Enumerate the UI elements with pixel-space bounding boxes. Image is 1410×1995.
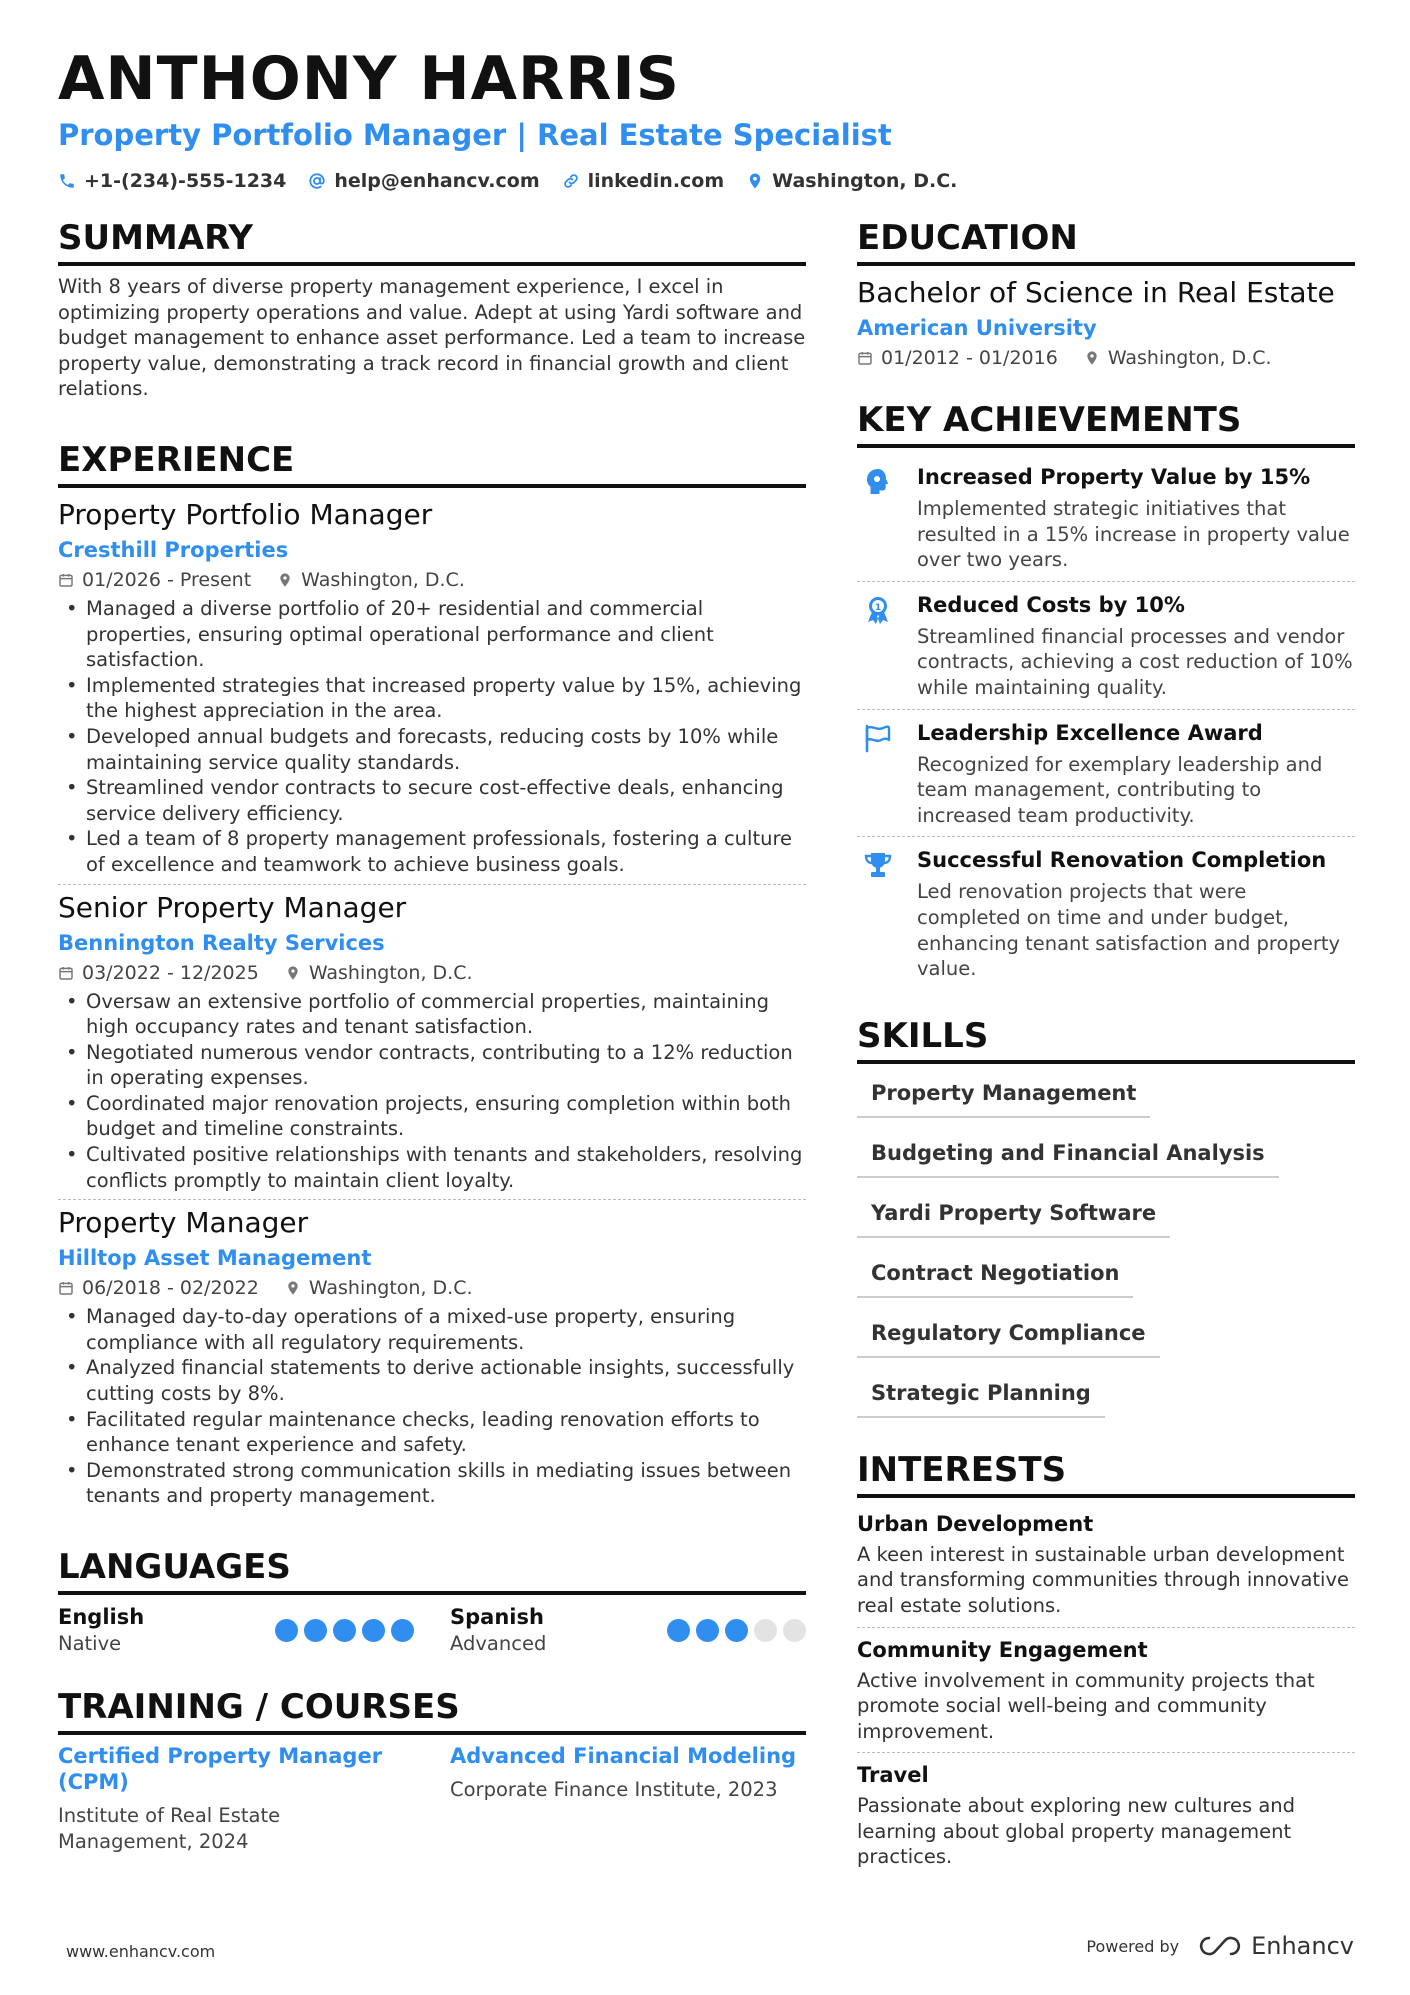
language-item xyxy=(450,1603,806,1657)
flag-icon xyxy=(857,718,899,829)
email-text: help@enhancv.com xyxy=(334,170,540,192)
job-dates: 01/2026 - Present xyxy=(58,566,251,594)
rating-dot-filled xyxy=(667,1619,690,1642)
head-icon xyxy=(857,462,899,573)
bullet-item: • Demonstrated strong communication skills in mediating issues between tenants and property management. xyxy=(58,1458,806,1509)
education-dates: 01/2012 - 01/2016 xyxy=(857,344,1058,372)
bullet-item: • Analyzed financial statements to derive actionable insights, successfully cutting costs by 8%. xyxy=(58,1355,806,1406)
interest-item xyxy=(857,1752,1355,1878)
skill-tag: Budgeting and Financial Analysis xyxy=(857,1132,1279,1178)
course-list xyxy=(58,1743,806,1855)
achievement-item xyxy=(857,456,1355,581)
svg-text:1: 1 xyxy=(874,602,882,613)
bullet-item: • Facilitated regular maintenance checks, leading renovation efforts to enhance tenant experience and safety. xyxy=(58,1407,806,1458)
enhancv-logo-icon xyxy=(1197,1934,1243,1958)
experience-section xyxy=(58,438,806,1515)
section-title-achievements: KEY ACHIEVEMENTS xyxy=(857,398,1355,448)
interest-title: Travel xyxy=(857,1763,929,1788)
achievement-item xyxy=(857,709,1355,837)
job-location: Washington, D.C. xyxy=(285,1274,473,1302)
job-company: Cresthill Properties xyxy=(58,537,289,562)
summary-text: With 8 years of diverse property management experience, I excel in optimizing property operations and value. Adept at using Yardi software and budget management to enhance asset performance. Led a team to increase property value, demonstrating a track record in financial growth and client relations. xyxy=(58,275,806,401)
bullet-item: • Led a team of 8 property management professionals, fostering a culture of excellence and teamwork to achieve business goals. xyxy=(58,826,806,877)
contact-email[interactable] xyxy=(308,170,539,192)
interest-item xyxy=(857,1506,1355,1627)
section-title-education: EDUCATION xyxy=(857,216,1355,266)
calendar-icon xyxy=(58,1280,74,1296)
brand-name: Enhancv xyxy=(1251,1932,1354,1960)
job-bullets xyxy=(58,596,806,878)
calendar-icon xyxy=(857,350,873,366)
achievement-title: Successful Renovation Completion xyxy=(917,848,1327,873)
trophy-icon xyxy=(857,845,899,981)
school-name: American University xyxy=(857,316,1097,340)
bullet-item: • Developed annual budgets and forecasts, reducing costs by 10% while maintaining service quality standards. xyxy=(58,724,806,775)
job-role: Senior Property Manager xyxy=(58,890,407,924)
interest-desc: A keen interest in sustainable urban development and transforming communities through innovative real estate solutions. xyxy=(857,1542,1350,1617)
course-org: Institute of Real Estate Management, 2024 xyxy=(58,1804,281,1853)
interest-desc: Active involvement in community projects that promote social well-being and community improvement. xyxy=(857,1668,1315,1743)
skill-list xyxy=(857,1072,1355,1418)
language-level: Advanced xyxy=(450,1632,547,1655)
skill-tag: Property Management xyxy=(857,1072,1150,1118)
interest-title: Community Engagement xyxy=(857,1637,1148,1662)
skills-section xyxy=(857,1014,1355,1418)
calendar-icon xyxy=(58,965,74,981)
skill-tag: Yardi Property Software xyxy=(857,1192,1170,1238)
job-location: Washington, D.C. xyxy=(277,566,465,594)
bullet-item: • Managed a diverse portfolio of 20+ residential and commercial properties, ensuring optimal operational performance and client satisfaction. xyxy=(58,596,806,673)
job-meta xyxy=(58,1274,806,1302)
calendar-icon xyxy=(58,572,74,588)
candidate-name: ANTHONY HARRIS xyxy=(58,44,680,114)
section-title-training: TRAINING / COURSES xyxy=(58,1685,806,1735)
course-org: Corporate Finance Institute, 2023 xyxy=(450,1778,778,1801)
bullet-item: • Managed day-to-day operations of a mixed-use property, ensuring compliance with all regulatory requirements. xyxy=(58,1304,806,1355)
interest-item xyxy=(857,1627,1355,1753)
summary-section xyxy=(58,216,806,402)
achievement-desc: Led renovation projects that were completed on time and under budget, enhancing tenant satisfaction and property value. xyxy=(917,880,1341,981)
rating-dot-filled xyxy=(304,1619,327,1642)
rating-dot-filled xyxy=(275,1619,298,1642)
section-title-languages: LANGUAGES xyxy=(58,1545,806,1595)
phone-text: +1-(234)-555-1234 xyxy=(84,170,287,192)
interests-section xyxy=(857,1448,1355,1878)
job-entry xyxy=(58,496,806,884)
job-dates: 03/2022 - 12/2025 xyxy=(58,959,259,987)
enhancv-logo[interactable] xyxy=(1197,1932,1354,1960)
job-entry xyxy=(58,884,806,1200)
footer-branding xyxy=(1086,1932,1354,1960)
interest-title: Urban Development xyxy=(857,1511,1094,1536)
medal-icon xyxy=(857,590,899,701)
language-name: Spanish xyxy=(450,1605,544,1629)
contact-phone[interactable] xyxy=(58,170,286,192)
skill-tag: Regulatory Compliance xyxy=(857,1312,1160,1358)
at-icon xyxy=(308,172,326,190)
achievement-item xyxy=(857,836,1355,989)
bullet-item: • Implemented strategies that increased property value by 15%, achieving the highest appreciation in the area. xyxy=(58,673,806,724)
course-title: Certified Property Manager (CPM) xyxy=(58,1744,383,1794)
phone-icon xyxy=(58,172,76,190)
left-column xyxy=(58,216,806,1855)
footer-website[interactable]: www.enhancv.com xyxy=(66,1942,216,1961)
linkedin-text: linkedin.com xyxy=(587,170,725,192)
job-bullets xyxy=(58,1304,806,1509)
location-pin-icon xyxy=(285,1280,301,1296)
language-name: English xyxy=(58,1605,145,1629)
location-pin-icon xyxy=(1084,350,1100,366)
location-text: Washington, D.C. xyxy=(772,170,958,192)
right-column xyxy=(857,216,1355,1878)
achievement-title: Leadership Excellence Award xyxy=(917,720,1263,745)
bullet-item: • Coordinated major renovation projects, ensuring completion within both budget and timeline constraints. xyxy=(58,1091,806,1142)
section-title-summary: SUMMARY xyxy=(58,216,806,266)
achievement-desc: Streamlined financial processes and vendor contracts, achieving a cost reduction of 10% while maintaining quality. xyxy=(917,624,1353,699)
training-section xyxy=(58,1685,806,1855)
achievement-title: Increased Property Value by 15% xyxy=(917,465,1311,489)
education-meta xyxy=(857,344,1355,372)
rating-dot-filled xyxy=(333,1619,356,1642)
candidate-title: Property Portfolio Manager | Real Estate Specialist xyxy=(58,118,892,152)
contact-linkedin[interactable] xyxy=(562,170,725,192)
course-item xyxy=(58,1743,414,1855)
achievements-section xyxy=(857,398,1355,990)
bullet-item: • Streamlined vendor contracts to secure cost-effective deals, enhancing service delivery efficiency. xyxy=(58,775,806,826)
job-meta xyxy=(58,566,806,594)
achievement-item xyxy=(857,581,1355,709)
rating-dot-filled xyxy=(725,1619,748,1642)
contact-location xyxy=(746,170,957,192)
skill-tag: Strategic Planning xyxy=(857,1372,1105,1418)
job-company: Hilltop Asset Management xyxy=(58,1246,372,1271)
achievement-title: Reduced Costs by 10% xyxy=(917,592,1185,617)
contact-bar xyxy=(58,170,957,192)
education-section xyxy=(857,216,1355,372)
rating-dot-empty xyxy=(754,1619,777,1642)
language-list xyxy=(58,1603,806,1657)
achievement-desc: Implemented strategic initiatives that resulted in a 15% increase in property value over two years. xyxy=(917,497,1350,572)
job-location: Washington, D.C. xyxy=(285,959,473,987)
skill-tag: Contract Negotiation xyxy=(857,1252,1133,1298)
degree-title: Bachelor of Science in Real Estate xyxy=(857,276,1335,309)
rating-dot-filled xyxy=(362,1619,385,1642)
language-level: Native xyxy=(58,1632,122,1655)
language-rating xyxy=(667,1619,806,1642)
powered-by-text: Powered by xyxy=(1086,1936,1180,1956)
achievement-desc: Recognized for exemplary leadership and team management, contributing to increased team productivity. xyxy=(917,752,1323,827)
location-pin-icon xyxy=(277,572,293,588)
job-role: Property Portfolio Manager xyxy=(58,497,433,531)
job-meta xyxy=(58,959,806,987)
education-location: Washington, D.C. xyxy=(1084,344,1272,372)
language-rating xyxy=(275,1619,414,1642)
job-company: Bennington Realty Services xyxy=(58,930,385,955)
location-pin-icon xyxy=(746,172,764,190)
link-icon xyxy=(562,172,580,190)
course-item xyxy=(450,1743,806,1855)
job-role: Property Manager xyxy=(58,1206,309,1240)
section-title-skills: SKILLS xyxy=(857,1014,1355,1064)
section-title-experience: EXPERIENCE xyxy=(58,438,806,488)
location-pin-icon xyxy=(285,965,301,981)
rating-dot-filled xyxy=(391,1619,414,1642)
bullet-item: • Oversaw an extensive portfolio of commercial properties, maintaining high occupancy rates and tenant satisfaction. xyxy=(58,989,806,1040)
job-bullets xyxy=(58,989,806,1194)
bullet-item: • Cultivated positive relationships with tenants and stakeholders, resolving conflicts promptly to maintain client loyalty. xyxy=(58,1142,806,1193)
section-title-interests: INTERESTS xyxy=(857,1448,1355,1498)
bullet-item: • Negotiated numerous vendor contracts, contributing to a 12% reduction in operating expenses. xyxy=(58,1040,806,1091)
languages-section xyxy=(58,1545,806,1657)
course-title: Advanced Financial Modeling xyxy=(450,1744,797,1768)
job-entry xyxy=(58,1199,806,1515)
rating-dot-filled xyxy=(696,1619,719,1642)
interest-desc: Passionate about exploring new cultures and learning about global property management practices. xyxy=(857,1794,1296,1869)
rating-dot-empty xyxy=(783,1619,806,1642)
language-item xyxy=(58,1603,414,1657)
job-dates: 06/2018 - 02/2022 xyxy=(58,1274,259,1302)
